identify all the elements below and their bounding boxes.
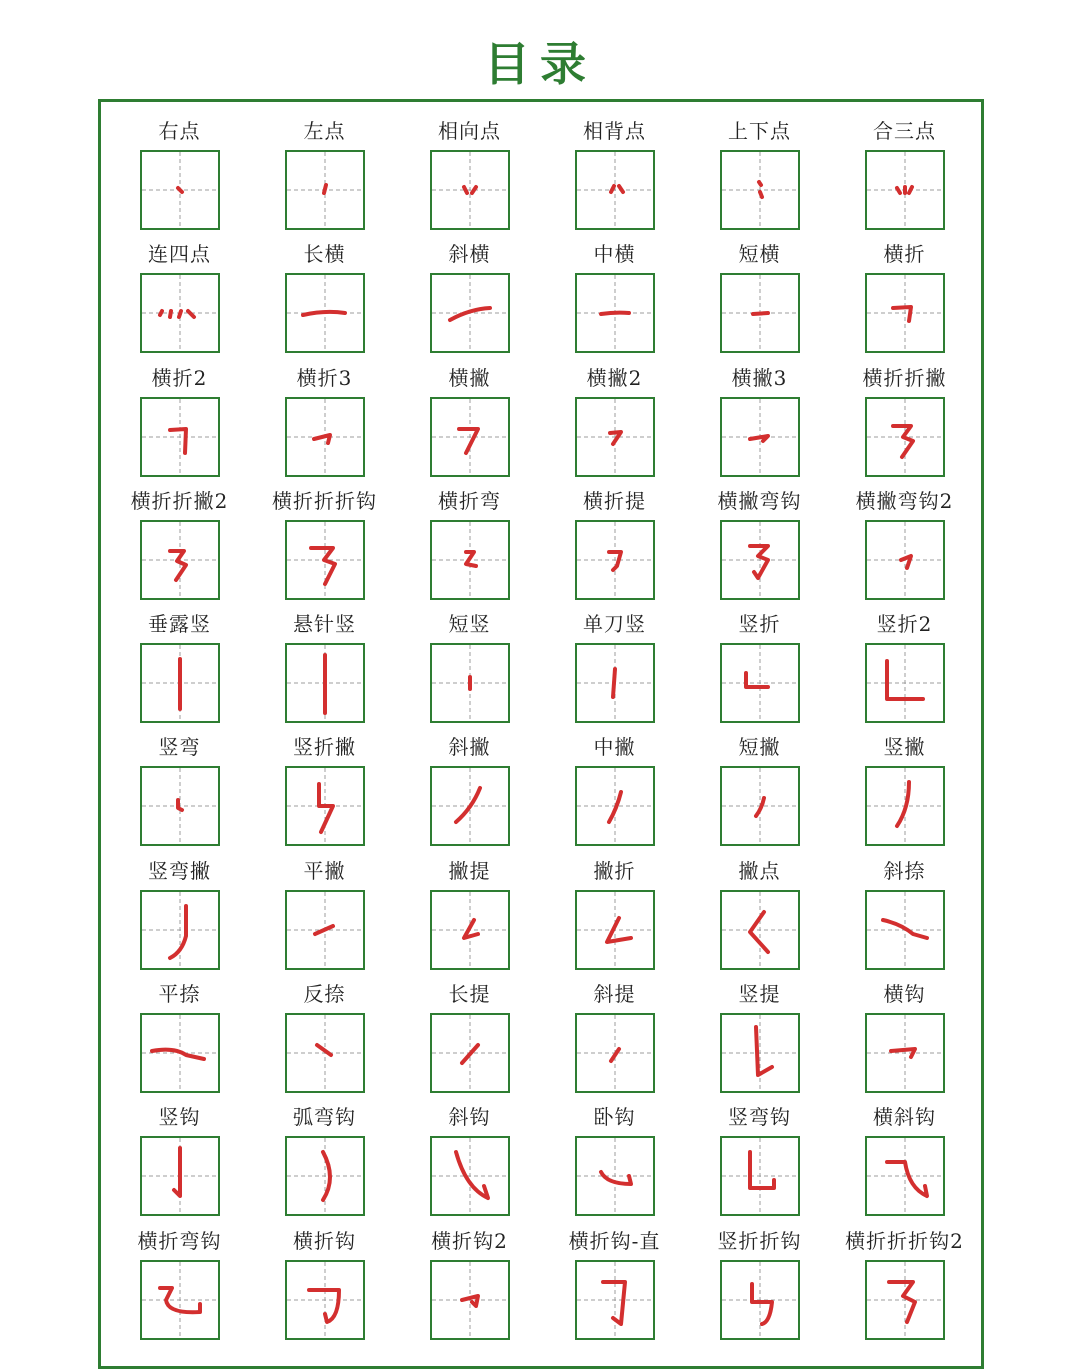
stroke-name: 竖撇	[883, 735, 926, 760]
stroke-cell	[252, 728, 397, 851]
stroke-glyph-icon	[142, 1015, 218, 1091]
stroke-name: 相向点	[438, 119, 501, 143]
stroke-glyph-icon	[722, 399, 798, 475]
stroke-name: 竖钩	[158, 1105, 201, 1130]
practice-grid-box	[140, 766, 220, 846]
stroke-cell	[252, 1222, 397, 1345]
stroke-glyph-icon	[432, 522, 508, 598]
stroke-cell	[687, 605, 832, 728]
practice-grid-box	[720, 1013, 800, 1093]
stroke-name: 斜钩	[448, 1105, 491, 1130]
stroke-path	[178, 188, 182, 192]
stroke-name: 反捺	[303, 982, 346, 1007]
stroke-cell	[832, 235, 977, 358]
stroke-name: 横折提	[583, 488, 646, 513]
stroke-name: 平捺	[158, 982, 201, 1007]
stroke-glyph-icon	[867, 275, 943, 351]
stroke-path	[750, 912, 768, 952]
stroke-cell	[687, 359, 832, 482]
stroke-name: 斜提	[593, 982, 636, 1007]
stroke-name: 竖折	[738, 612, 781, 637]
stroke-name: 长提	[448, 982, 491, 1007]
stroke-glyph-icon	[577, 275, 653, 351]
stroke-name: 竖折撇	[293, 735, 356, 760]
practice-grid-box	[430, 643, 510, 723]
stroke-glyph-icon	[142, 768, 218, 844]
stroke-glyph-icon	[577, 1015, 653, 1091]
stroke-glyph-icon	[722, 645, 798, 721]
practice-grid-box	[575, 643, 655, 723]
stroke-path	[756, 1027, 772, 1075]
practice-grid-box	[575, 397, 655, 477]
stroke-cell	[397, 728, 542, 851]
stroke-cell	[687, 728, 832, 851]
stroke-glyph-icon	[722, 892, 798, 968]
stroke-glyph-icon	[867, 768, 943, 844]
stroke-glyph-icon	[432, 1015, 508, 1091]
practice-grid-box	[575, 520, 655, 600]
stroke-glyph-icon	[577, 399, 653, 475]
stroke-name: 平撇	[303, 858, 346, 883]
stroke-path	[756, 798, 764, 816]
practice-grid-box	[720, 150, 800, 230]
stroke-cell	[107, 605, 252, 728]
practice-grid-box	[430, 1013, 510, 1093]
stroke-name: 竖折折钩	[717, 1228, 802, 1253]
stroke-cell	[397, 605, 542, 728]
practice-grid-box	[140, 150, 220, 230]
practice-grid-box	[720, 766, 800, 846]
stroke-glyph-icon	[722, 275, 798, 351]
stroke-glyph-icon	[142, 522, 218, 598]
stroke-glyph-icon	[287, 522, 363, 598]
practice-grid-box	[285, 1136, 365, 1216]
stroke-path	[456, 1152, 488, 1198]
stroke-cell	[397, 852, 542, 975]
page-title: 目录	[484, 37, 596, 91]
stroke-name: 中撇	[593, 735, 636, 760]
stroke-glyph-icon	[722, 522, 798, 598]
stroke-glyph-icon	[867, 1262, 943, 1338]
stroke-glyph-icon	[722, 1015, 798, 1091]
stroke-glyph-icon	[867, 1138, 943, 1214]
practice-grid-box	[865, 273, 945, 353]
stroke-cell	[397, 1098, 542, 1221]
stroke-glyph-icon	[722, 1138, 798, 1214]
stroke-path	[324, 185, 326, 193]
stroke-name: 横折折折钩	[272, 488, 377, 513]
stroke-name: 斜捺	[883, 858, 926, 883]
stroke-name: 相背点	[583, 119, 646, 143]
stroke-name: 横钩	[883, 982, 926, 1007]
stroke-glyph-icon	[432, 1138, 508, 1214]
stroke-name: 横折钩	[293, 1228, 356, 1253]
practice-grid-box	[430, 397, 510, 477]
stroke-glyph-icon	[722, 768, 798, 844]
stroke-path	[170, 429, 186, 453]
stroke-cell	[107, 359, 252, 482]
stroke-path	[897, 187, 912, 193]
practice-grid-box	[285, 1013, 365, 1093]
stroke-path	[613, 669, 615, 697]
stroke-glyph-icon	[867, 152, 943, 228]
practice-grid-box	[865, 520, 945, 600]
stroke-cell	[107, 482, 252, 605]
stroke-path	[160, 311, 194, 317]
stroke-cell	[832, 852, 977, 975]
stroke-cell	[397, 235, 542, 358]
practice-grid-box	[865, 397, 945, 477]
practice-grid-box	[865, 643, 945, 723]
stroke-cell	[397, 482, 542, 605]
stroke-glyph-icon	[867, 399, 943, 475]
practice-grid-box	[140, 1260, 220, 1340]
stroke-name: 横折弯钩	[137, 1228, 222, 1253]
stroke-glyph-icon	[867, 1015, 943, 1091]
stroke-glyph-icon	[142, 275, 218, 351]
practice-grid-box	[285, 643, 365, 723]
stroke-cell	[542, 235, 687, 358]
practice-grid-box	[720, 520, 800, 600]
stroke-path	[752, 1284, 772, 1324]
practice-grid-box	[430, 1260, 510, 1340]
stroke-cell	[832, 1222, 977, 1345]
stroke-name: 横折折撇	[862, 365, 947, 390]
stroke-cell	[832, 112, 977, 235]
practice-grid-box	[430, 1136, 510, 1216]
stroke-name: 横撇3	[731, 365, 788, 390]
stroke-name: 短横	[738, 242, 781, 267]
stroke-path	[456, 788, 480, 822]
stroke-glyph-icon	[577, 522, 653, 598]
stroke-cell	[687, 112, 832, 235]
practice-grid-box	[430, 890, 510, 970]
stroke-cell	[542, 482, 687, 605]
stroke-name: 连四点	[148, 242, 211, 267]
stroke-glyph-icon	[287, 768, 363, 844]
stroke-name: 单刀竖	[583, 612, 646, 637]
practice-grid-box	[720, 397, 800, 477]
stroke-path	[170, 906, 186, 958]
stroke-glyph-icon	[142, 152, 218, 228]
stroke-cell	[107, 852, 252, 975]
stroke-path	[750, 436, 768, 441]
stroke-cell	[107, 975, 252, 1098]
stroke-cell	[832, 1098, 977, 1221]
practice-grid-box	[865, 890, 945, 970]
practice-grid-box	[575, 766, 655, 846]
stroke-name: 横折钩-直	[568, 1228, 661, 1253]
stroke-name: 竖折2	[876, 612, 933, 637]
stroke-name: 竖弯	[158, 735, 201, 760]
stroke-name: 横斜钩	[873, 1105, 936, 1130]
stroke-name: 斜撇	[448, 735, 491, 760]
practice-grid-box	[140, 643, 220, 723]
practice-grid-box	[575, 1136, 655, 1216]
stroke-glyph-icon	[142, 399, 218, 475]
stroke-name: 横撇	[448, 365, 491, 390]
stroke-glyph-icon	[287, 645, 363, 721]
stroke-path	[459, 429, 478, 453]
stroke-cell	[832, 482, 977, 605]
stroke-name: 短竖	[448, 612, 491, 637]
stroke-glyph-icon	[287, 1015, 363, 1091]
stroke-cell	[252, 1098, 397, 1221]
stroke-name: 合三点	[873, 119, 936, 143]
stroke-name: 竖提	[738, 982, 781, 1007]
stroke-cell	[397, 112, 542, 235]
stroke-glyph-icon	[287, 892, 363, 968]
stroke-path	[893, 307, 911, 321]
stroke-cell	[687, 482, 832, 605]
practice-grid-box	[285, 520, 365, 600]
practice-grid-box	[720, 1260, 800, 1340]
stroke-cell	[252, 359, 397, 482]
stroke-glyph-icon	[722, 1262, 798, 1338]
stroke-cell	[397, 1222, 542, 1345]
stroke-cell	[252, 605, 397, 728]
stroke-glyph-icon	[867, 892, 943, 968]
stroke-path	[901, 556, 911, 568]
practice-grid-box	[720, 273, 800, 353]
practice-grid-box	[140, 397, 220, 477]
stroke-cell	[542, 605, 687, 728]
stroke-name: 悬针竖	[293, 612, 356, 637]
stroke-path	[314, 435, 330, 443]
stroke-glyph-icon	[432, 645, 508, 721]
stroke-path	[610, 432, 621, 444]
stroke-glyph-icon	[142, 1138, 218, 1214]
stroke-path	[303, 312, 345, 315]
practice-grid-box	[720, 643, 800, 723]
practice-grid-box	[575, 273, 655, 353]
stroke-cell	[832, 728, 977, 851]
stroke-path	[753, 313, 768, 314]
practice-grid-box	[285, 1260, 365, 1340]
stroke-name: 横折2	[151, 365, 208, 390]
practice-grid-box	[430, 766, 510, 846]
stroke-path	[311, 548, 335, 584]
stroke-glyph-icon	[577, 645, 653, 721]
practice-grid-box	[285, 766, 365, 846]
stroke-glyph-icon	[577, 892, 653, 968]
practice-grid-box	[140, 1013, 220, 1093]
stroke-path	[601, 1172, 631, 1184]
practice-grid-box	[285, 890, 365, 970]
stroke-glyph-icon	[577, 1262, 653, 1338]
stroke-path	[750, 546, 768, 578]
stroke-cell	[252, 235, 397, 358]
stroke-name: 上下点	[728, 119, 791, 143]
stroke-name: 横撇弯钩2	[855, 488, 954, 513]
practice-grid-box	[865, 1136, 945, 1216]
stroke-glyph-icon	[867, 645, 943, 721]
practice-grid-box	[720, 1136, 800, 1216]
practice-grid-box	[865, 1260, 945, 1340]
stroke-glyph-icon	[287, 399, 363, 475]
stroke-name: 左点	[303, 119, 346, 143]
practice-grid-box	[140, 273, 220, 353]
practice-grid-box	[285, 150, 365, 230]
stroke-name: 横折钩2	[431, 1228, 508, 1253]
stroke-cell	[252, 482, 397, 605]
stroke-name: 斜横	[448, 242, 491, 267]
stroke-glyph-icon	[287, 1138, 363, 1214]
stroke-glyph-icon	[722, 152, 798, 228]
stroke-cell	[107, 112, 252, 235]
stroke-name: 竖弯撇	[148, 858, 211, 883]
practice-grid-box	[140, 1136, 220, 1216]
stroke-name: 卧钩	[593, 1105, 636, 1130]
practice-grid-box	[430, 520, 510, 600]
stroke-cell	[687, 235, 832, 358]
stroke-name: 撇提	[448, 858, 491, 883]
stroke-glyph-icon	[142, 892, 218, 968]
stroke-cell	[687, 852, 832, 975]
stroke-cell	[542, 852, 687, 975]
stroke-path	[466, 552, 476, 566]
stroke-path	[170, 551, 186, 580]
practice-grid-box	[430, 150, 510, 230]
stroke-path	[174, 1148, 180, 1196]
practice-grid-box	[430, 273, 510, 353]
stroke-path	[464, 920, 478, 938]
stroke-cell	[397, 359, 542, 482]
stroke-glyph-icon	[577, 152, 653, 228]
stroke-cell	[107, 1222, 252, 1345]
stroke-cell	[542, 112, 687, 235]
stroke-cell	[542, 728, 687, 851]
stroke-glyph-icon	[142, 1262, 218, 1338]
stroke-name: 弧弯钩	[293, 1105, 356, 1130]
stroke-cell	[542, 1222, 687, 1345]
stroke-glyph-icon	[432, 275, 508, 351]
stroke-cell	[107, 728, 252, 851]
stroke-name: 右点	[158, 119, 201, 143]
stroke-glyph-icon	[432, 152, 508, 228]
stroke-cell	[832, 605, 977, 728]
stroke-glyph-icon	[432, 399, 508, 475]
practice-grid-box	[865, 766, 945, 846]
stroke-glyph-icon	[287, 152, 363, 228]
stroke-name: 横折弯	[438, 488, 501, 513]
stroke-path	[750, 1152, 774, 1188]
practice-grid-box	[575, 1260, 655, 1340]
stroke-name: 横折折折钩2	[845, 1228, 964, 1253]
stroke-name: 撇折	[593, 858, 636, 883]
stroke-glyph-icon	[867, 522, 943, 598]
stroke-grid	[98, 112, 986, 1345]
stroke-path	[893, 426, 913, 457]
stroke-cell	[687, 975, 832, 1098]
practice-grid-box	[140, 520, 220, 600]
stroke-cell	[252, 975, 397, 1098]
stroke-cell	[832, 359, 977, 482]
stroke-name: 短撇	[738, 735, 781, 760]
practice-grid-box	[575, 1013, 655, 1093]
stroke-path	[611, 186, 623, 192]
stroke-cell	[687, 1098, 832, 1221]
practice-grid-box	[285, 273, 365, 353]
stroke-glyph-icon	[432, 1262, 508, 1338]
stroke-cell	[687, 1222, 832, 1345]
stroke-name: 中横	[593, 242, 636, 267]
stroke-name: 横折	[883, 242, 926, 267]
stroke-name: 撇点	[738, 858, 781, 883]
stroke-path	[746, 673, 768, 687]
stroke-cell	[107, 1098, 252, 1221]
stroke-name: 横撇弯钩	[717, 488, 802, 513]
stroke-cell	[252, 852, 397, 975]
practice-grid-box	[285, 397, 365, 477]
stroke-cell	[542, 975, 687, 1098]
stroke-cell	[252, 112, 397, 235]
stroke-name: 垂露竖	[148, 612, 211, 637]
practice-grid-box	[720, 890, 800, 970]
stroke-path	[178, 800, 182, 810]
stroke-path	[889, 1282, 915, 1322]
stroke-path	[887, 1162, 927, 1196]
stroke-path	[603, 1282, 625, 1324]
practice-grid-box	[865, 1013, 945, 1093]
stroke-name: 横折折撇2	[130, 488, 229, 513]
stroke-path	[309, 1290, 339, 1322]
stroke-cell	[397, 975, 542, 1098]
stroke-path	[319, 784, 333, 832]
stroke-cell	[832, 975, 977, 1098]
stroke-cell	[542, 1098, 687, 1221]
practice-grid-box	[865, 150, 945, 230]
practice-grid-box	[140, 890, 220, 970]
stroke-name: 横折3	[296, 365, 353, 390]
stroke-cell	[542, 359, 687, 482]
stroke-name: 竖弯钩	[728, 1105, 791, 1130]
stroke-glyph-icon	[577, 1138, 653, 1214]
stroke-name: 横撇2	[586, 365, 643, 390]
stroke-name: 长横	[303, 242, 346, 267]
stroke-glyph-icon	[432, 768, 508, 844]
stroke-glyph-icon	[142, 645, 218, 721]
stroke-glyph-icon	[287, 275, 363, 351]
stroke-path	[601, 313, 629, 314]
stroke-path	[152, 1050, 204, 1059]
stroke-glyph-icon	[287, 1262, 363, 1338]
stroke-cell	[107, 235, 252, 358]
stroke-glyph-icon	[432, 892, 508, 968]
stroke-glyph-icon	[577, 768, 653, 844]
stroke-path	[897, 782, 909, 826]
practice-grid-box	[575, 890, 655, 970]
practice-grid-box	[575, 150, 655, 230]
